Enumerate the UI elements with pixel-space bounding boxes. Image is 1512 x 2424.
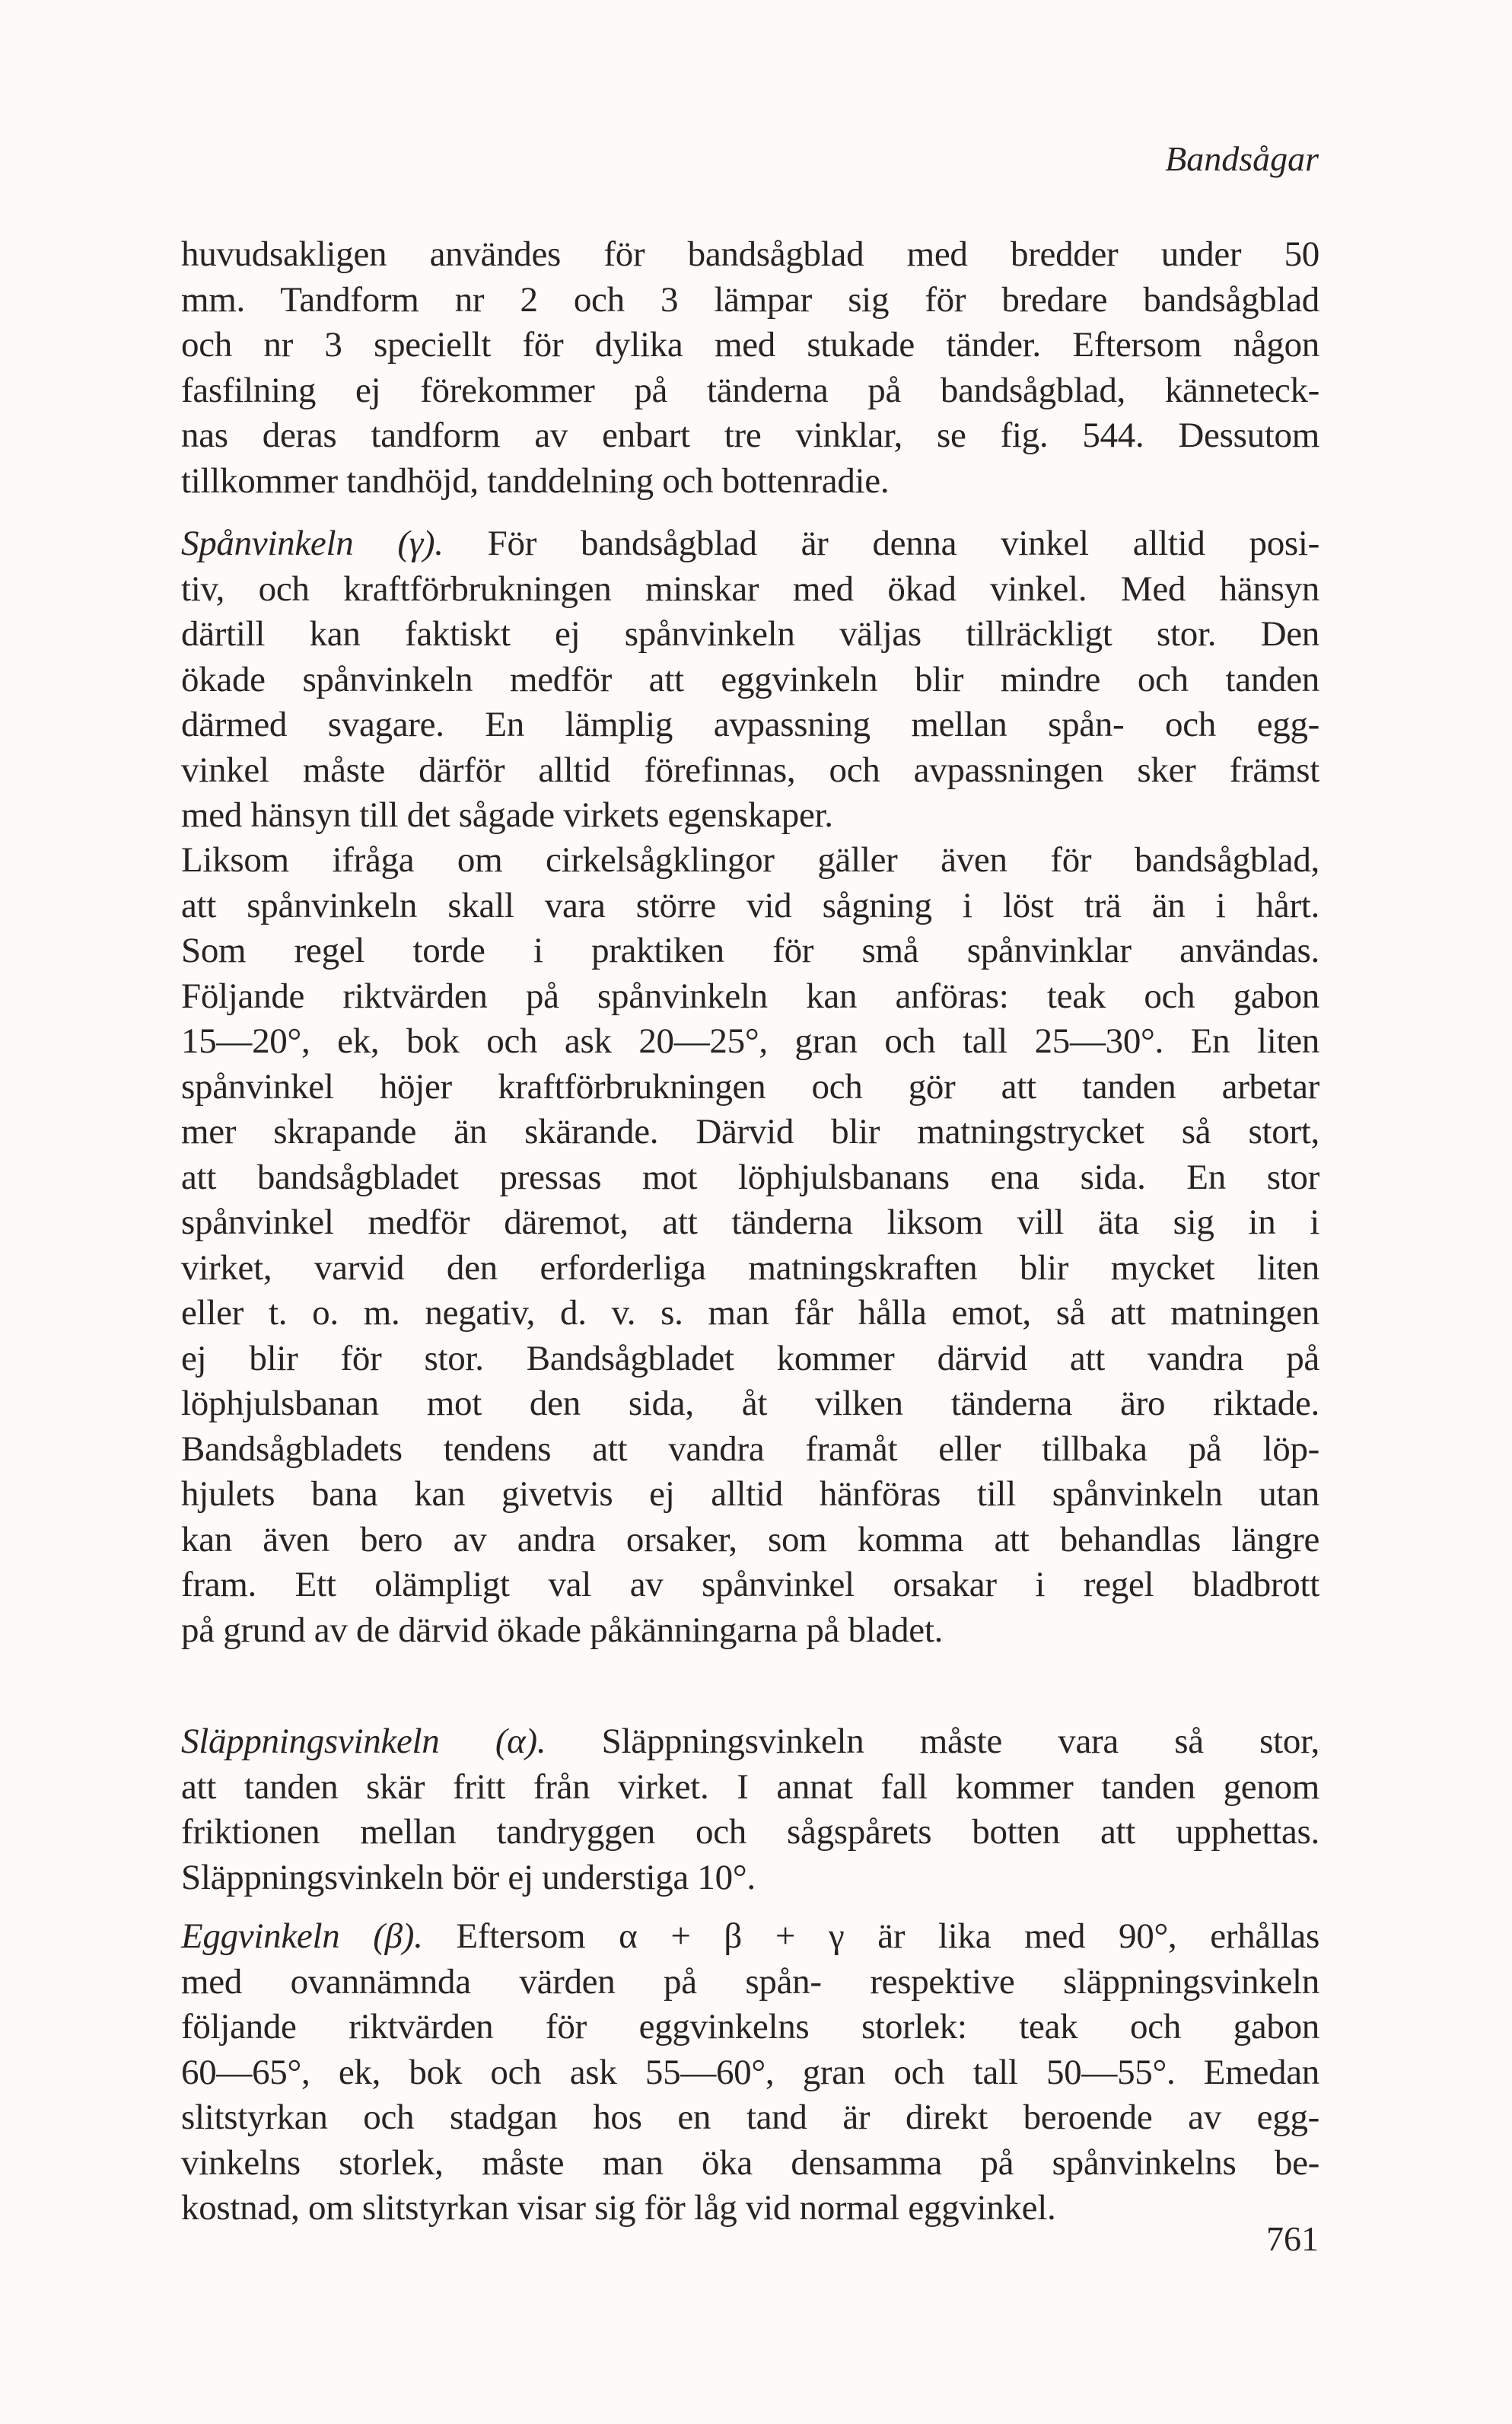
text-line: på grund av de därvid ökade påkänningarna på bladet. [181,1610,944,1650]
paragraph-eggvinkeln [181,1914,1319,2231]
text-line: kan även bero av andra orsaker, som komma att behandlas längre [181,1519,1319,1559]
text-line: friktionen mellan tandryggen och sågspårets botten att upphettas. [181,1812,1319,1852]
text-line: spånvinkel höjer kraftförbrukningen och gör att tanden arbetar [181,1066,1319,1107]
text-line: att tanden skär fritt från virket. I annat fall kommer tanden genom [181,1766,1319,1807]
paragraph-spanvinkeln [181,521,1319,839]
text-line: fram. Ett olämpligt val av spånvinkel orsakar i regel bladbrott [181,1565,1319,1604]
line-text: Släppningsvinkeln måste vara så stor, [546,1722,1319,1761]
section-lead-term: Släppningsvinkeln (α). [181,1722,546,1761]
text-line: tiv, och kraftförbrukningen minskar med ökad vinkel. Med hänsyn [181,569,1319,609]
text-line: mer skrapande än skärande. Därvid blir matningstrycket så stort, [181,1112,1319,1151]
text-line: tillkommer tandhöjd, tanddelning och bottenradie. [181,460,890,501]
line-text: Eftersom α + β + γ är lika med 90°, erhållas [422,1916,1319,1956]
text-line: 60—65°, ek, bok och ask 55—60°, gran och tall 50—55°. Emedan [181,2052,1319,2092]
text-line: 15—20°, ek, bok och ask 20—25°, gran och tall 25—30°. En liten [181,1021,1319,1061]
text-line: med ovannämnda värden på spån- respektive släppningsvinkeln [181,1961,1319,2002]
page-number: 761 [1266,2219,1319,2258]
text-line [181,1914,1319,1960]
text-line: vinkelns storlek, måste man öka densamma på spånvinkelns be- [181,2142,1319,2183]
text-line: följande riktvärden för eggvinkelns storlek: teak och gabon [181,2007,1319,2047]
paragraph-intro [181,232,1319,504]
text-line: mm. Tandform nr 2 och 3 lämpar sig för bredare bandsågblad [181,279,1319,320]
text-line: eller t. o. m. negativ, d. v. s. man får hålla emot, så att matningen [181,1293,1319,1333]
text-line: Bandsågbladets tendens att vandra framåt eller tillbaka på löp- [181,1429,1319,1469]
section-lead-term: Spånvinkeln (γ). [181,524,444,563]
text-line: virket, varvid den erforderliga matningskraften blir mycket liten [181,1247,1319,1288]
text-line: kostnad, om slitstyrkan visar sig för låg vid normal eggvinkel. [181,2188,1056,2228]
section-lead-term: Eggvinkeln (β). [181,1916,423,1956]
text-line: ej blir för stor. Bandsågbladet kommer därvid att vandra på [181,1338,1319,1378]
text-line: hjulets bana kan givetvis ej alltid hänföras till spånvinkeln utan [181,1474,1319,1514]
text-line: löphjulsbanan mot den sida, åt vilken tänderna äro riktade. [181,1384,1319,1423]
text-line [181,521,1319,567]
text-line: Följande riktvärden på spånvinkeln kan anföras: teak och gabon [181,976,1319,1016]
text-line: huvudsakligen användes för bandsågblad med bredder under 50 [181,234,1319,274]
text-line: Som regel torde i praktiken för små spånvinklar användas. [181,931,1319,970]
text-line: vinkel måste därför alltid förefinnas, och avpassningen sker främst [181,750,1319,790]
text-line: att bandsågbladet pressas mot löphjulsbanans ena sida. En stor [181,1157,1319,1197]
text-line: och nr 3 speciellt för dylika med stukade tänder. Eftersom någon [181,325,1319,365]
text-line: Liksom ifråga om cirkelsågklingor gäller även för bandsågblad, [181,840,1319,880]
text-line: Släppningsvinkeln bör ej understiga 10°. [181,1857,756,1897]
text-line: med hänsyn till det sågade virkets egenskaper. [181,795,833,835]
line-text: För bandsågblad är denna vinkel alltid posi- [443,524,1319,563]
text-line: nas deras tandform av enbart tre vinklar, se fig. 544. Dessutom [181,416,1319,455]
text-line: därtill kan faktiskt ej spånvinkeln väljas tillräckligt stor. Den [181,614,1319,654]
text-line: därmed svagare. En lämplig avpassning mellan spån- och egg- [181,705,1319,744]
running-title: Bandsågar [1165,139,1319,178]
paragraph-slappningsvinkeln [181,1719,1319,1900]
text-line: ökade spånvinkeln medför att eggvinkeln blir mindre och tanden [181,659,1319,699]
text-line: fasfilning ej förekommer på tänderna på bandsågblad, känneteck- [181,370,1319,410]
text-line: slitstyrkan och stadgan hos en tand är direkt beroende av egg- [181,2098,1319,2137]
text-line [181,1719,1319,1765]
paragraph-liksom [181,838,1319,1653]
text-line: spånvinkel medför däremot, att tänderna liksom vill äta sig in i [181,1202,1319,1242]
text-line: att spånvinkeln skall vara större vid sågning i löst trä än i hårt. [181,885,1319,925]
